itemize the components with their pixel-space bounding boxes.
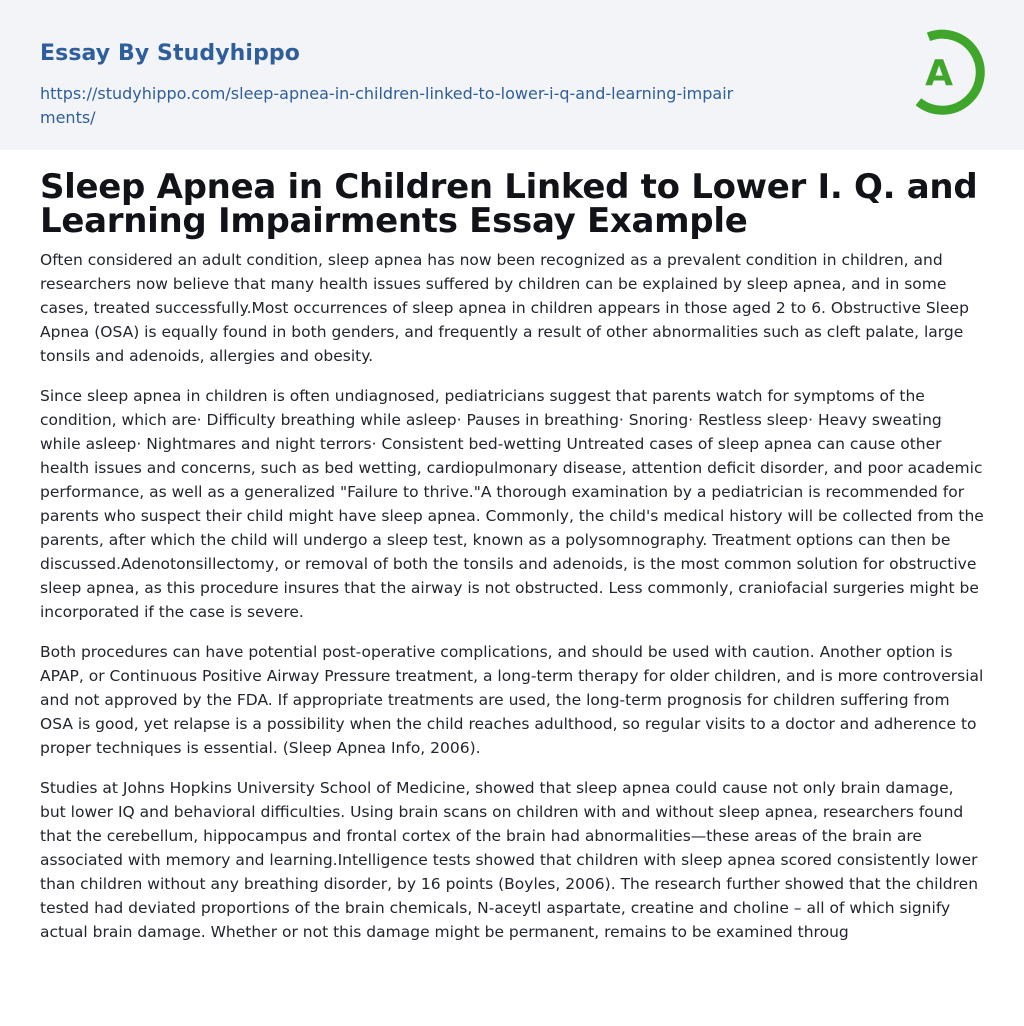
- logo-letter: A: [925, 53, 953, 94]
- studyhippo-logo-icon[interactable]: [908, 28, 988, 116]
- essay-paragraph: Since sleep apnea in children is often undiagnosed, pediatricians suggest that parents watch for symptoms of the condition, which are· Difficulty breathing while asleep· Pauses in breathing· Snoring· Restless sleep· Heavy sweating while asleep· Nightmares and night terrors· Consistent bed-wetting Untreated cases of sleep apnea can cause other health issues and concerns, such as bed wetting, cardiopulmonary disease, attention deficit disorder, and poor academic performance, as well as a generalized "Failure to thrive."A thorough examination by a pediatrician is recommended for parents who suspect their child might have sleep apnea. Commonly, the child's medical history will be collected from the parents, after which the child will undergo a sleep test, known as a polysomnography. Treatment options can then be discussed.Adenotonsillectomy, or removal of both the tonsils and adenoids, is the most common solution for obstructive sleep apnea, as this procedure insures that the airway is not obstructed. Less commonly, craniofacial surgeries might be incorporated if the case is severe.: [40, 387, 984, 621]
- essay-paragraph: Studies at Johns Hopkins University School of Medicine, showed that sleep apnea could cause not only brain damage, but lower IQ and behavioral difficulties. Using brain scans on children with and without sleep apnea, researchers found that the cerebellum, hippocampus and frontal cortex of the brain had abnormalities—these areas of the brain are associated with memory and learning.Intelligence tests showed that children with sleep apnea scored consistently lower than children without any breathing disorder, by 16 points (Boyles, 2006). The research further showed that the children tested had deviated proportions of the brain chemicals, N-aceytl aspartate, creatine and choline – all of which signify actual brain damage. Whether or not this damage might be permanent, remains to be examined throug: [40, 779, 979, 941]
- source-url-link[interactable]: https://studyhippo.com/sleep-apnea-in-children-linked-to-lower-i-q-and-learning-impairments/: [40, 84, 734, 127]
- essay-paragraph: Both procedures can have potential post-operative complications, and should be used with caution. Another option is APAP, or Continuous Positive Airway Pressure treatment, a long-term therapy for older children, and is more controversial and not approved by the FDA. If appropriate treatments are used, the long-term prognosis for children suffering from OSA is good, yet relapse is a possibility when the child reaches adulthood, so regular visits to a doctor and adherence to proper techniques is essential. (Sleep Apnea Info, 2006).: [40, 643, 984, 757]
- page-title: Sleep Apnea in Children Linked to Lower I. Q. and Learning Impairments Essay Example: [40, 167, 978, 241]
- essay-content: [0, 167, 1024, 944]
- site-brand[interactable]: Essay By Studyhippo: [40, 41, 300, 66]
- page-header: [0, 0, 1024, 150]
- essay-paragraph: Often considered an adult condition, sleep apnea has now been recognized as a prevalent condition in children, and researchers now believe that many health issues suffered by children can be explained by sleep apnea, and in some cases, treated successfully.Most occurrences of sleep apnea in children appears in those aged 2 to 6. Obstructive Sleep Apnea (OSA) is equally found in both genders, and frequently a result of other abnormalities such as cleft palate, large tonsils and adenoids, allergies and obesity.: [40, 251, 969, 365]
